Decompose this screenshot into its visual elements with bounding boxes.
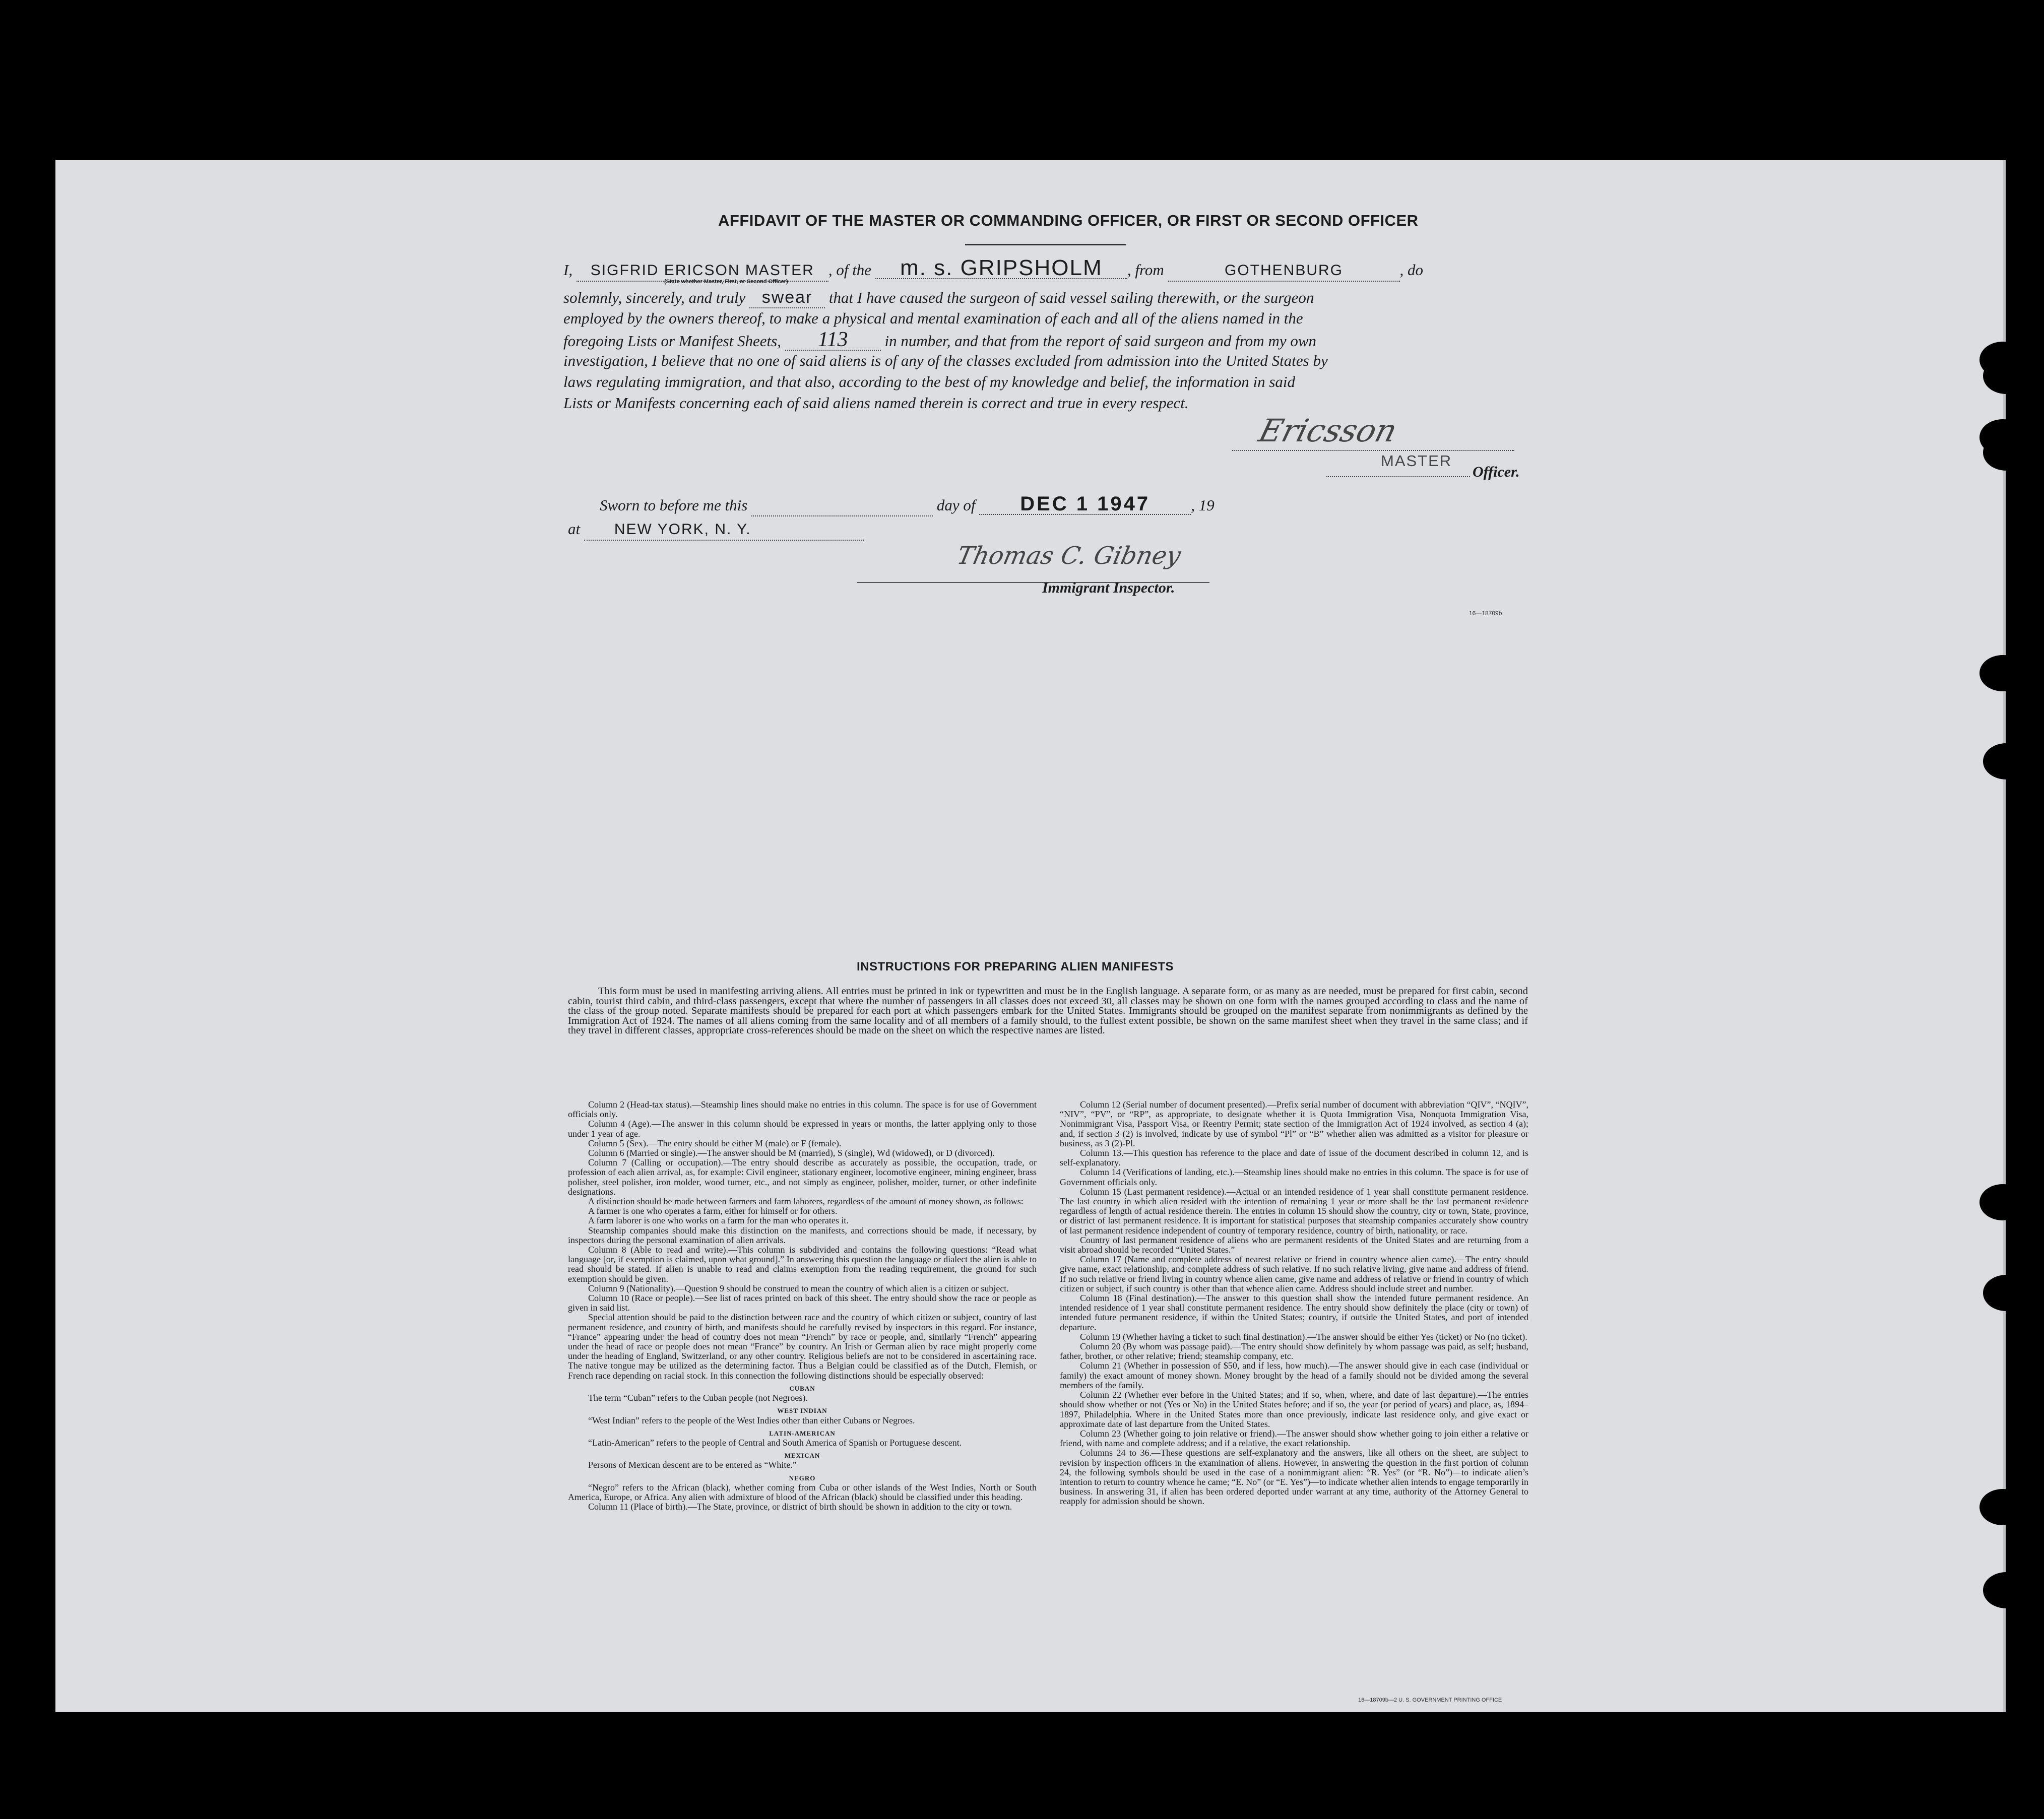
instruction-paragraph: Column 17 (Name and complete address of nearest relative or friend in country whence alien came).—The entry should give name, exact relationship, and complete address of such relative. If no such relative living, give name and address of friend. If no such relative or friend living in country whence alien came, give name and address of relative or friend in country of which citizen or subject, if such country is other than that whence alien came. Address should include street and number. [1060, 1254, 1528, 1293]
instruction-paragraph: Persons of Mexican descent are to be entered as “White.” [588, 1460, 797, 1470]
instruction-paragraph: Column 23 (Whether going to join relative or friend).—The answer should show whether going to join either a relative or friend, with name and complete address; and if a relative, the exact relationship. [1060, 1428, 1528, 1449]
race-heading: CUBAN [789, 1384, 815, 1392]
inspector-signature: Thomas C. Gibney [954, 542, 1184, 570]
sworn-place: NEW YORK, N. Y. [584, 519, 864, 541]
instructions-footer-code: 16—18709b—2 U. S. GOVERNMENT PRINTING OFFICE [1358, 1697, 1502, 1703]
instruction-paragraph: Column 21 (Whether in possession of $50, and if less, how much).—The answer should give in each case (individual or family) the exact amount of money shown. Money brought by the head of a family should not be divided among the several members of the family. [1060, 1360, 1528, 1390]
title-rule [965, 244, 1126, 245]
instruction-paragraph: “Latin-American” refers to the people of Central and South America of Spanish or Portuguese descent. [588, 1437, 962, 1448]
instruction-paragraph: Column 20 (By whom was passage paid).—The entry should show definitely by whom passage was paid, as self; husband, father, brother, or other relative; friend; steamship company, etc. [1060, 1341, 1528, 1361]
instruction-paragraph: Column 10 (Race or people).—See list of races printed on back of this sheet. The entry should show the race or people as given in said list. [568, 1293, 1037, 1313]
sworn-place-line: at NEW YORK, N. Y. [568, 519, 1533, 541]
punch-hole [1979, 1489, 2026, 1525]
instruction-paragraph: Special attention should be paid to the distinction between race and the country of which citizen or subject, country of last permanent residence, and country of birth, and manifests should be carefully revised by inspectors in this regard. For instance, “France” appearing under the head of country does not mean “French” by race or people, and, similarly “French” appearing under the head of race or people does not mean “France” by country. An Irish or German alien by race might properly come under the heading of England, Switzerland, or any other country. Religious beliefs are not to be considered in ascertaining race. The native tongue may be utilized as the determining factor. Thus a Belgian could be classified as of the Dutch, Flemish, or French race depending on racial stock. In this connection the following distinctions should be especially observed: [568, 1312, 1037, 1381]
officer-title-line [1326, 476, 1470, 477]
instruction-paragraph: Country of last permanent residence of aliens who are permanent residents of the United States and are returning from a visit abroad should be recorded “United States.” [1060, 1235, 1528, 1255]
instruction-paragraph: Column 4 (Age).—The answer in this column should be expressed in years or months, the latter applying only to those under 1 year of age. [568, 1119, 1037, 1139]
punch-hole [1979, 655, 2026, 691]
officer-label: Officer. [1473, 464, 1520, 480]
instruction-paragraph: Column 8 (Able to read and write).—This column is subdivided and contains the following questions: “Read what language [or, if exemption is claimed, upon what ground].” In answering this question the language or dialect the alien is able to read should be stated. If alien is unable to read and claims exemption from the reading requirement, the ground for such exemption should be given. [568, 1245, 1037, 1284]
race-heading: LATIN-AMERICAN [769, 1429, 836, 1437]
affidavit-line-1: I, SIGFRID ERICSON MASTER , of the m. s. GRIPSHOLM , from GOTHENBURG , do [563, 258, 1528, 282]
inspector-label: Immigrant Inspector. [1042, 579, 1175, 596]
affidavit-form-code: 16—18709b [1469, 610, 1502, 617]
instruction-paragraph: Column 12 (Serial number of document presented).—Prefix serial number of document with abbreviation “QIV”, “NQIV”, “NIV”, “PV”, or “RP”, as appropriate, to designate whether it is Quota Immigration Visa, Nonquota Immigration Visa, Nonimmigrant Visa, Passport Visa, or Reentry Permit; state section of the Immigration Act of 1924 involved, as section 4 (a); and, if section 3 (2) is involved, indicate by use of symbol “Pl” or “B” whether alien was admitted as a visitor for pleasure or business, as 3 (2)-Pl. [1060, 1099, 1528, 1148]
instruction-paragraph: Column 9 (Nationality).—Question 9 should be construed to mean the country of which alien is a citizen or subject. [588, 1283, 1009, 1293]
instruction-paragraph: Column 14 (Verifications of landing, etc.).—Steamship lines should make no entries in this column. The space is for use of Government officials only. [1060, 1167, 1528, 1187]
instruction-paragraph: Column 11 (Place of birth).—The State, province, or district of birth should be shown in addition to the city or town. [588, 1502, 1012, 1512]
instructions-left-column [568, 1100, 1037, 1512]
officer-signature-line [1232, 450, 1514, 451]
instructions-right-column [1060, 1100, 1528, 1507]
race-heading: NEGRO [789, 1474, 816, 1482]
affidavit-line-7: Lists or Manifests concerning each of said aliens named therein is correct and true in every respect. [563, 394, 1189, 412]
instruction-paragraph: The term “Cuban” refers to the Cuban people (not Negroes). [588, 1393, 808, 1403]
officer-name: SIGFRID ERICSON MASTER [577, 261, 828, 282]
instruction-paragraph: Column 6 (Married or single).—The answer should be M (married), S (single), Wd (widowed), or D (divorced). [588, 1148, 995, 1158]
affidavit-line-4: foregoing Lists or Manifest Sheets, 113 in number, and that from the report of said surgeon and from my own [563, 328, 1317, 351]
instruction-paragraph: Column 5 (Sex).—The entry should be either M (male) or F (female). [588, 1138, 842, 1148]
instruction-paragraph: Columns 24 to 36.—These questions are self-explanatory and the answers, like all others on the sheet, are subject to revision by inspection officers in the examination of aliens. However, in answering the question in the first portion of column 24, the following symbols should be used in the case of a nonimmigrant alien: “R. Yes” (or “R. No”)—to indicate alien’s intention to return to country whence he came; “E. No” (or “E. Yes”)—to indicate whether alien intends to engage temporarily in business. In answering 31, if alien has been ordered deported under warrant at any time, authority of the Attorney General to reapply for admission should be shown. [1060, 1448, 1528, 1507]
punch-hole [1983, 1572, 2029, 1608]
instruction-paragraph: Column 2 (Head-tax status).—Steamship lines should make no entries in this column. The space is for use of Government officials only. [568, 1099, 1037, 1120]
affidavit-line-3: employed by the owners thereof, to make a physical and mental examination of each and all of the aliens named in the [563, 309, 1303, 327]
vessel-name: m. s. GRIPSHOLM [875, 258, 1127, 279]
affidavit-line-2: solemnly, sincerely, and truly swear that I have caused the surgeon of said vessel sailing therewith, or the surgeon [563, 287, 1528, 308]
instructions-intro: This form must be used in manifesting arriving aliens. All entries must be printed in ink or typewritten and must be in the English language. A separate form, or as many as are needed, must be prepared for first cabin, second cabin, tourist third cabin, and third-class passengers, except that where the number of passengers in all classes does not exceed 30, all classes may be shown on one form with the names grouped according to class and the name of the class of the group noted. Separate manifests should be prepared for each port at which passengers embark for the United States. Immigrants should be grouped on the manifest separate from nonimmigrants as defined by the Immigration Act of 1924. The names of all aliens coming from the same locality and of all members of a family should, to the fullest extent possible, be shown on the same manifest sheet when they travel in the same class; and if they travel in different classes, appropriate cross-references should be made on the sheet on which the respective names are listed. [568, 986, 1528, 1036]
affidavit-line-5: investigation, I believe that no one of said aliens is of any of the classes excluded from admission into the United States by [563, 352, 1328, 369]
instruction-paragraph: A farmer is one who operates a farm, either for himself or for others. [588, 1206, 838, 1216]
affidavit-line-6: laws regulating immigration, and that also, according to the best of my knowledge and belief, the information in said [563, 373, 1296, 391]
instruction-paragraph: A farm laborer is one who works on a farm for the man who operates it. [588, 1215, 849, 1226]
oath-word: swear [749, 287, 825, 308]
instruction-paragraph: Column 18 (Final destination).—The answer to this question shall show the intended future permanent residence. An intended residence of 1 year shall constitute permanent residence. The entry should show definitely the place (city or town) of intended future permanent residence, if within the United States; country, if outside the United States, and port of intended departure. [1060, 1293, 1528, 1332]
race-heading: MEXICAN [784, 1452, 820, 1460]
officer-signature: Ericsson [1255, 412, 1401, 449]
instructions-title: INSTRUCTIONS FOR PREPARING ALIEN MANIFESTS [857, 960, 1174, 973]
instruction-paragraph: Column 19 (Whether having a ticket to such final destination).—The answer should be either Yes (ticket) or No (no ticket). [1080, 1331, 1527, 1342]
race-heading: WEST INDIAN [777, 1407, 827, 1415]
sworn-date: DEC 1 1947 [979, 494, 1191, 515]
instruction-paragraph: Column 7 (Calling or occupation).—The entry should describe as accurately as possible, the occupation, trade, or profession of each alien arrival, as, for example: Civil engineer, stationary engineer, locomotive engineer, mining engineer, brass polisher, steel polisher, iron molder, wood turner, etc., and not simply as engineer, polisher, molder, turner, or other indefinite designations. [568, 1157, 1037, 1197]
name-caption: (State whether Master, First, or Second Officer) [664, 279, 788, 285]
instruction-paragraph: Steamship companies should make this distinction on the manifests, and corrections should be made, if necessary, by inspectors during the personal examination of alien arrivals. [568, 1225, 1037, 1245]
punch-hole [1979, 1184, 2026, 1220]
punch-hole [1983, 743, 2029, 779]
punch-hole [1983, 434, 2029, 471]
punch-hole [1983, 1275, 2029, 1311]
instruction-paragraph: “Negro” refers to the African (black), whether coming from Cuba or other islands of the West Indies, North or South America, Europe, or Africa. Any alien with admixture of blood of the African (black) should be classified under this heading. [568, 1482, 1037, 1502]
instruction-paragraph: Column 13.—This question has reference to the place and date of issue of the document described in column 12, and is self-explanatory. [1060, 1148, 1528, 1168]
sworn-line: Sworn to before me this day of DEC 1 1947 , 19 [600, 494, 1565, 516]
instruction-paragraph: Column 15 (Last permanent residence).—Actual or an intended residence of 1 year shall constitute permanent residence. The last country in which alien resided with the intention of remaining 1 year or more shall be the last permanent residence regardless of length of actual residence therein. The entries in column 15 should show the country, city or town, State, province, or district of last permanent residence. It is important for statistical purposes that steamship companies accurately show country of last permanent residence independent of country of temporary residence, country of birth, nationality, or race. [1060, 1186, 1528, 1236]
departure-port: GOTHENBURG [1168, 261, 1400, 282]
instruction-paragraph: Column 22 (Whether ever before in the United States; and if so, when, where, and date of last departure).—The entries should show whether or not (Yes or No) in the United States before; and if so, the year (or period of years) and place, as, 1894–1897, Philadelphia. Where in the United States more than once previously, indicate last residence only, and give exact or approximate date of last departure from the United States. [1060, 1390, 1528, 1429]
punch-hole [1983, 358, 2029, 394]
manifest-sheet-count: 113 [785, 330, 881, 351]
sworn-day-blank [751, 495, 933, 516]
affidavit-title: AFFIDAVIT OF THE MASTER OR COMMANDING OFFICER, OR FIRST OR SECOND OFFICER [718, 212, 1419, 229]
officer-title: MASTER [1381, 452, 1452, 470]
instruction-paragraph: A distinction should be made between farmers and farm laborers, regardless of the amount of money shown, as follows: [588, 1196, 1024, 1207]
instruction-paragraph: “West Indian” refers to the people of the West Indies other than either Cubans or Negroes. [588, 1415, 915, 1425]
